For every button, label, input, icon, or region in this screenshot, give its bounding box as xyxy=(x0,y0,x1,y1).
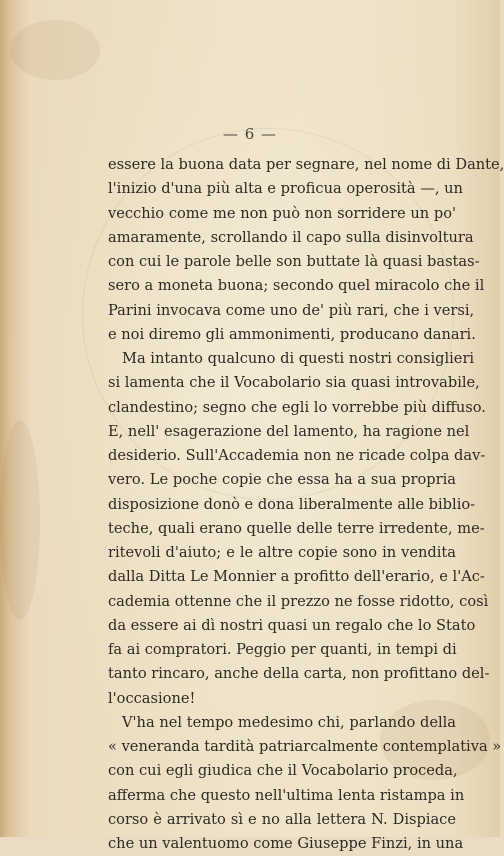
paragraph-start-line: V'ha nel tempo medesimo chi, parlando della xyxy=(122,713,456,731)
text-line: con cui le parole belle son buttate là quasi bastas- xyxy=(108,253,480,270)
text-line: amaramente, scrollando il capo sulla disinvoltura xyxy=(108,228,474,246)
text-line: essere la buona data per segnare, nel nome di Dante, xyxy=(108,156,504,173)
text-line: vero. Le poche copie che essa ha a sua propria xyxy=(108,471,456,489)
text-line: tanto rincaro, anche della carta, non profittano del- xyxy=(108,665,490,683)
text-line: che un valentuomo come Giuseppe Finzi, in una xyxy=(108,835,464,852)
text-line: vecchio come me non può non sorridere un po' xyxy=(108,204,456,222)
paper-stain xyxy=(0,420,40,620)
text-line: da essere ai dì nostri quasi un regalo che lo Stato xyxy=(108,616,476,634)
text-line: corso è arrivato sì e no alla lettera N. Dispiace xyxy=(108,810,456,828)
text-line: fa ai compratori. Peggio per quanti, in tempi di xyxy=(108,641,457,658)
text-line: afferma che questo nell'ultima lenta ristampa in xyxy=(108,786,465,804)
text-line: sero a moneta buona; secondo quel miracolo che il xyxy=(108,277,485,295)
text-line: l'inizio d'una più alta e proficua operosità —, un xyxy=(108,180,463,198)
text-line: teche, quali erano quelle delle terre irredente, me- xyxy=(108,519,485,537)
text-line: con cui egli giudica che il Vocabolario proceda, xyxy=(108,762,458,780)
text-line: si lamenta che il Vocabolario sia quasi introvabile, xyxy=(108,374,480,392)
text-line: l'occasione! xyxy=(108,689,196,707)
text-line: « veneranda tardità patriarcalmente contemplativa » xyxy=(108,738,502,755)
text-line: disposizione donò e dona liberalmente alle biblio- xyxy=(108,495,476,513)
text-line: desiderio. Sull'Accademia non ne ricade colpa dav- xyxy=(108,447,486,464)
text-line: dalla Ditta Le Monnier a profitto dell'erario, e l'Ac- xyxy=(108,568,485,586)
text-line: clandestino; segno che egli lo vorrebbe più diffuso. xyxy=(108,398,486,416)
paragraph-start-line: Ma intanto qualcuno di questi nostri consiglieri xyxy=(122,350,475,367)
text-line: Parini invocava come uno de' più rari, che i versi, xyxy=(108,301,475,319)
body-text xyxy=(108,153,504,856)
paper-stain xyxy=(10,20,100,80)
text-line: E, nell' esagerazione del lamento, ha ragione nel xyxy=(108,422,470,440)
page-number: — 6 — xyxy=(222,125,278,143)
text-line: cademia ottenne che il prezzo ne fosse ridotto, così xyxy=(108,592,489,610)
text-line: e noi diremo gli ammonimenti, producano danari. xyxy=(108,325,476,343)
text-line: ritevoli d'aiuto; e le altre copie sono in vendita xyxy=(108,544,456,561)
